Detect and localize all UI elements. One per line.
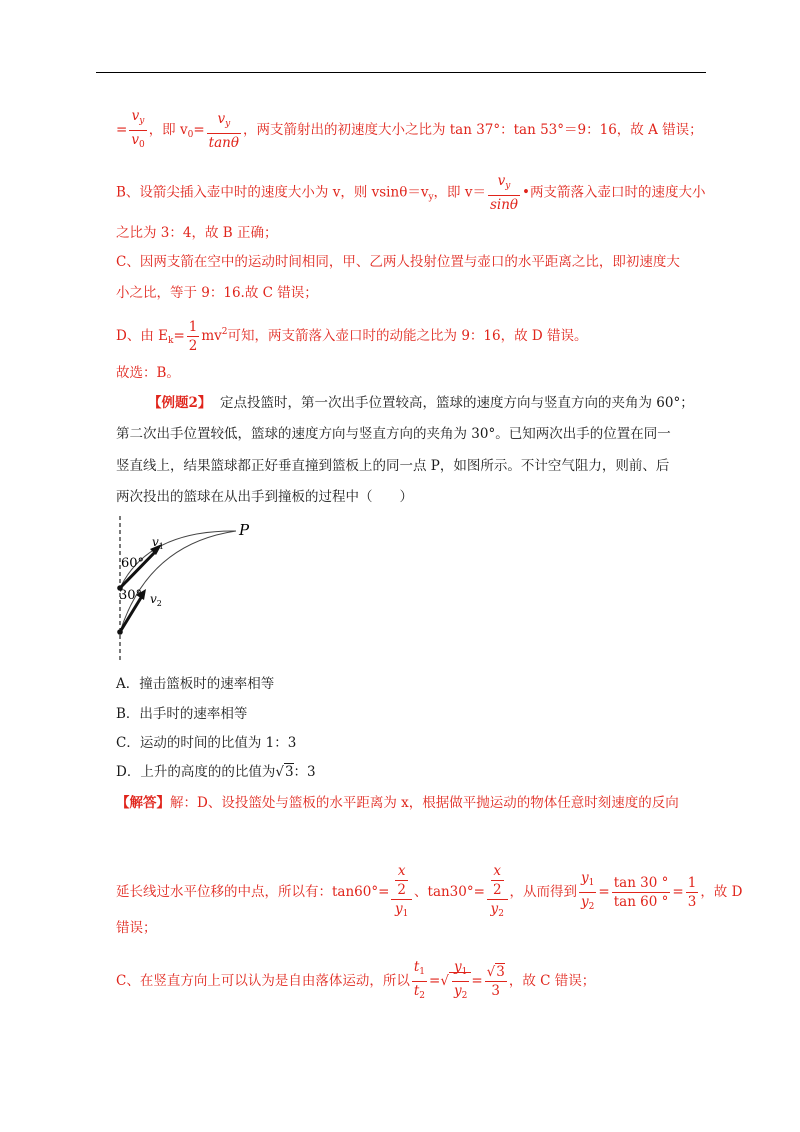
fraction-tan-ratio: $\frac{\tan 30 ^\circ}{\tan 60 ^\circ}$: [613, 875, 669, 910]
example-line-3: 竖直线上，结果篮球都正好垂直撞到篮板上的同一点 P，如图所示。不计空气阻力，则前、后: [116, 458, 670, 474]
fraction-vy-tan: $\frac{v_y}{\tan\theta}$: [208, 110, 239, 151]
solution-line-d: D、由 $E_k=$ $\frac{1}{2}$ $mv^2$可知，两支箭落入壶口时的动能之比为 9：16，故 D 错误。: [116, 319, 588, 354]
fraction-y1-y2-root: $\frac{y_1}{y_2}$: [453, 959, 468, 1001]
option-d[interactable]: D．上升的高度的的比值为√3：3: [116, 764, 316, 780]
answer-tag: 【解答】: [116, 795, 170, 811]
fraction-x2-y2: $\frac{\frac{x}{2}}{y_2}$: [487, 862, 508, 923]
solution-line-a: = $\frac{v_y}{v_0}$ ，即 $v_0=$ $\frac{v_y}{\tan\theta}$ ，两支箭射出的初速度大小之比为 tan 37°：tan 53°＝9：16，故 A 错误；: [116, 107, 703, 154]
basketball-trajectory-figure: [108, 514, 268, 664]
angle-30-label: 30°: [119, 588, 143, 603]
option-c[interactable]: C．运动的时间的比值为 1：3: [116, 735, 297, 751]
angle-60-label: 60°: [121, 556, 145, 571]
solution-line-c2: 小之比，等于 9：16.故 C 错误；: [116, 285, 318, 301]
answer-line-2: 延长线过水平位移的中点，所以有：tan60°= $\frac{\frac{x}{2}}{y_1}$ 、tan30°= $\frac{\frac{x}{2}}{y_2}$ ，从而得到 $\frac{y_1}{y_2}$ = $\frac{\tan 30 ^\circ}{\tan 60 ^\circ}$ = $\frac{1}{3}$ ，故 D: [116, 862, 742, 923]
fraction-y1-y2: $\frac{y_1}{y_2}$: [581, 870, 595, 912]
header-rule: [96, 72, 706, 73]
choose-answer: 故选：B。: [116, 365, 180, 381]
label-v1: $v_1$: [152, 535, 164, 551]
example-line-4: 两次投出的篮球在从出手到撞板的过程中（ ）: [116, 489, 413, 505]
fraction-half: $\frac{1}{2}$: [188, 319, 198, 354]
trajectory-lower: [120, 531, 236, 632]
solution-line-b: B、设箭尖插入壶中时的速度大小为 v，则 $vsin\theta=v_y$，即 v＝ $\frac{v_y}{\sin\theta}$ •两支箭落入壶口时的速度大小: [116, 173, 706, 213]
answer-line-c: C、在竖直方向上可以认为是自由落体运动，所以 $\frac{t_1}{t_2}$ =√ $\frac{y_1}{y_2}$ = $\frac{√3}{3}$ ，故 C 错误；: [116, 958, 595, 1005]
answer-line-3: 错误；: [116, 920, 157, 936]
fraction-one-third: $\frac{1}{3}$: [687, 875, 697, 910]
label-p: P: [239, 521, 250, 539]
example-tag: 【例题2】: [148, 395, 212, 411]
fraction-vy-v0: $\frac{v_y}{v_0}$: [131, 108, 145, 150]
example-line-1: 【例题2】 定点投篮时，第一次出手位置较高，篮球的速度方向与竖直方向的夹角为 60°；: [148, 395, 694, 411]
fraction-x2-y1: $\frac{\frac{x}{2}}{y_1}$: [391, 862, 412, 923]
solution-line-b2: 之比为 3：4，故 B 正确；: [116, 225, 278, 241]
label-v2: $v_2$: [150, 592, 162, 608]
solution-line-c1: C、因两支箭在空中的运动时间相同，甲、乙两人投射位置与壶口的水平距离之比，即初速度大: [116, 254, 680, 270]
fraction-root3-over-3: $\frac{√3}{3}$: [486, 964, 505, 999]
fraction-vy-sin: $\frac{v_y}{\sin\theta}$: [489, 173, 519, 213]
fraction-t1-t2: $\frac{t_1}{t_2}$: [413, 959, 426, 1001]
example-line-2: 第二次出手位置较低，篮球的速度方向与竖直方向的夹角为 30°。已知两次出手的位置在同一: [116, 426, 671, 442]
answer-line-1: 【解答】解：D、设投篮处与篮板的水平距离为 x，根据做平抛运动的物体任意时刻速度的反向: [116, 795, 679, 811]
option-b[interactable]: B．出手时的速率相等: [116, 706, 248, 722]
option-a[interactable]: A．撞击篮板时的速率相等: [116, 676, 275, 692]
